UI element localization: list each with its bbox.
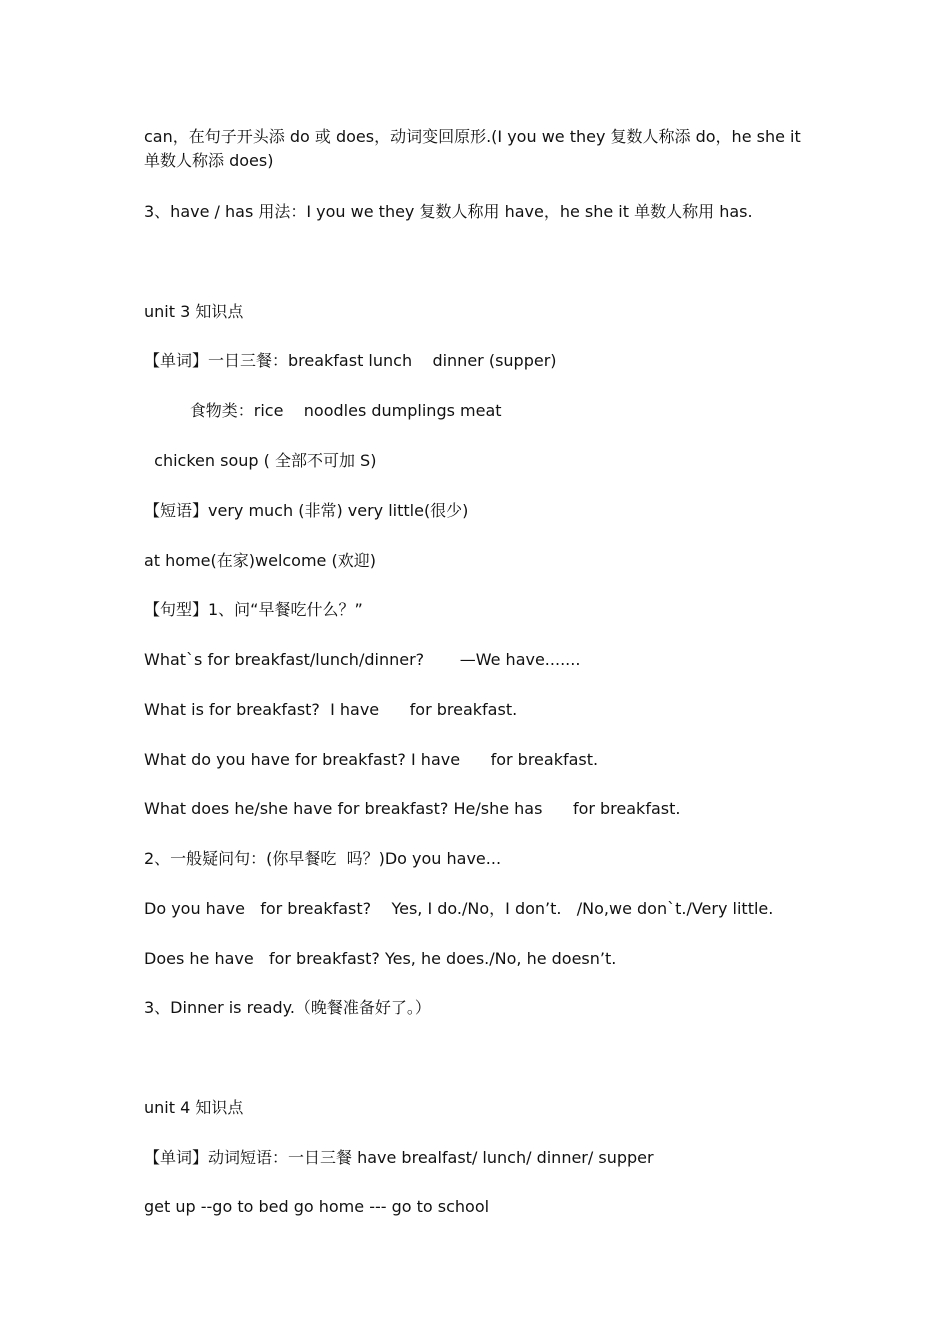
text-line-daily-routine: get up --go to bed go home --- go to school bbox=[144, 1197, 490, 1216]
text-line-does-he-have: Does he have for breakfast? Yes, he does./No, he doesn’t. bbox=[144, 949, 617, 968]
text-line-can-rule: can，在句子开头添 do 或 does，动词变回原形.(I you we they 复数人称添 do，he she it 单数人称添 does) bbox=[144, 127, 801, 170]
text-line-what-do-you: What do you have for breakfast? I have for breakfast. bbox=[144, 750, 599, 769]
text-line-yes-no-question: 2、一般疑问句：(你早餐吃 吗？)Do you have... bbox=[144, 849, 502, 868]
text-line-verb-phrases: 【单词】动词短语：一日三餐 have brealfast/ lunch/ dinner/ supper bbox=[144, 1148, 654, 1167]
text-line-what-does-he: What does he/she have for breakfast? He/she has for breakfast. bbox=[144, 799, 681, 818]
text-line-vocab-food: 食物类：rice noodles dumplings meat bbox=[144, 401, 502, 420]
section-heading-unit-4: unit 4 知识点 bbox=[144, 1098, 244, 1117]
text-line-dinner-ready: 3、Dinner is ready.（晚餐准备好了。） bbox=[144, 998, 431, 1017]
text-line-what-is-for: What is for breakfast? I have for breakfast. bbox=[144, 700, 518, 719]
text-line-phrases: 【短语】very much (非常) very little(很少) bbox=[144, 501, 469, 520]
text-line-vocab-food-cont: chicken soup ( 全部不可加 S) bbox=[144, 451, 377, 470]
text-line-sentence-pattern-1: 【句型】1、问“早餐吃什么？” bbox=[144, 600, 363, 619]
text-line-do-you-have: Do you have for breakfast? Yes, I do./No，I don’t. /No,we don`t./Very little. bbox=[144, 899, 774, 918]
text-line-whats-for: What`s for breakfast/lunch/dinner? —We have....... bbox=[144, 650, 581, 669]
text-line-phrases-cont: at home(在家)welcome (欢迎) bbox=[144, 551, 376, 570]
text-line-have-has-rule: 3、have / has 用法：I you we they 复数人称用 have，he she it 单数人称用 has. bbox=[144, 202, 753, 221]
text-line-vocab-meals: 【单词】一日三餐：breakfast lunch dinner (supper) bbox=[144, 351, 557, 370]
section-heading-unit-3: unit 3 知识点 bbox=[144, 302, 244, 321]
